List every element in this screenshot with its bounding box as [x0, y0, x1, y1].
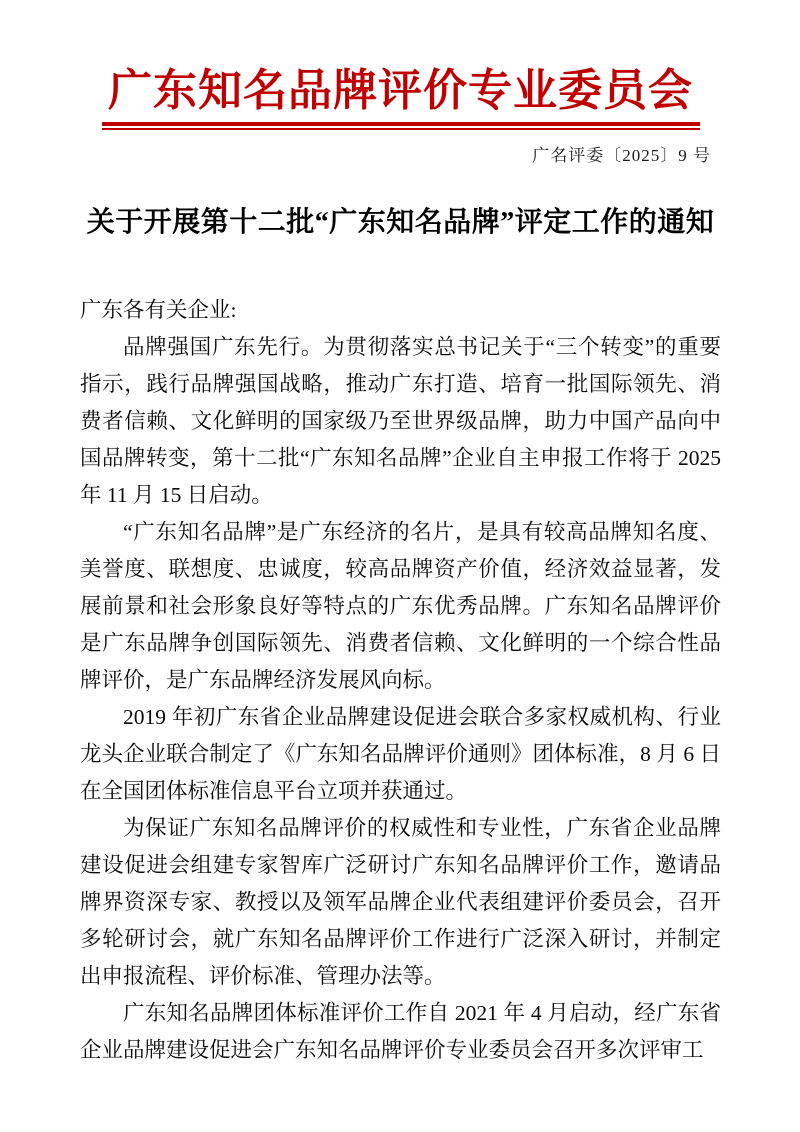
org-name-heading: 广东知名品牌评价专业委员会: [108, 66, 693, 115]
doc-number: 广名评委〔2025〕9 号: [532, 146, 711, 166]
salutation: 广东各有关企业:: [80, 297, 237, 322]
paragraph-5: 广东知名品牌团体标准评价工作自 2021 年 4 月启动，经广东省企业品牌建设促进会广东知名品牌评价专业委员会召开多次评审工: [80, 1000, 721, 1062]
paragraph-4: 为保证广东知名品牌评价的权威性和专业性，广东省企业品牌建设促进会组建专家智库广泛研讨广东知名品牌评价工作，邀请品牌界资深专家、教授以及领军品牌企业代表组建评价委员会，召开多轮研讨会，就广东知名品牌评价工作进行广泛深入研讨，并制定出申报流程、评价标准、管理办法等。: [80, 815, 721, 988]
letterhead-double-rule: [102, 122, 700, 130]
paragraph-1: 品牌强国广东先行。为贯彻落实总书记关于“三个转变”的重要指示，践行品牌强国战略，推动广东打造、培育一批国际领先、消费者信赖、文化鲜明的国家级乃至世界级品牌，助力中国产品向中国品牌转变，第十二批“广东知名品牌”企业自主申报工作将于 2025 年 11 月 15 日启动。: [80, 334, 721, 507]
paragraph-3: 2019 年初广东省企业品牌建设促进会联合多家权威机构、行业龙头企业联合制定了《广东知名品牌评价通则》团体标准，8 月 6 日在全国团体标准信息平台立项并获通过。: [80, 704, 721, 803]
paragraph-2: “广东知名品牌”是广东经济的名片，是具有较高品牌知名度、美誉度、联想度、忠诚度，较高品牌资产价值，经济效益显著，发展前景和社会形象良好等特点的广东优秀品牌。广东知名品牌评价是广东品牌争创国际领先、消费者信赖、文化鲜明的一个综合性品牌评价，是广东品牌经济发展风向标。: [80, 519, 721, 692]
notice-title: 关于开展第十二批“广东知名品牌”评定工作的通知: [86, 207, 715, 239]
notice-body: [80, 292, 721, 1069]
letterhead: [80, 66, 721, 167]
